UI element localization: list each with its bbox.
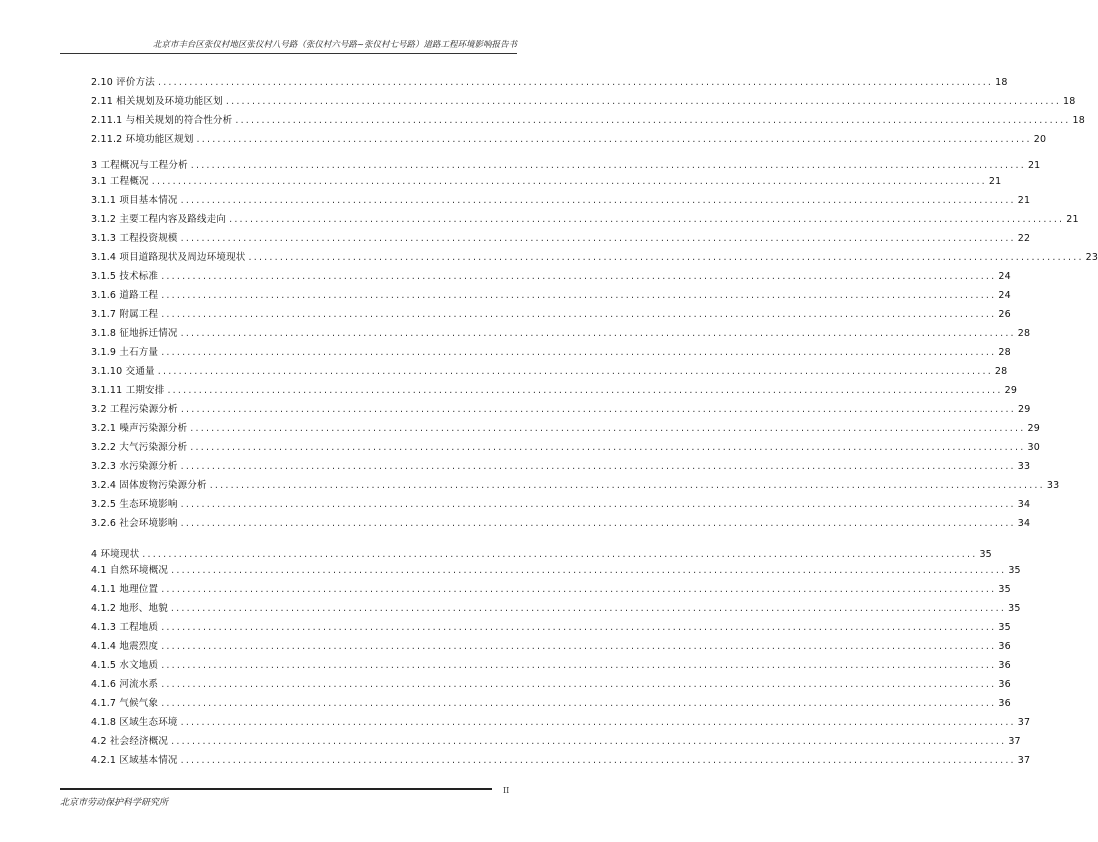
toc-entry-page: 37 bbox=[1017, 717, 1031, 728]
toc-dot-leader: ................................................................................................................................................................ bbox=[161, 622, 997, 633]
toc-dot-leader: ................................................................................................................................................................ bbox=[161, 347, 997, 358]
toc-entry-page: 24 bbox=[998, 290, 1011, 301]
toc-entry-title: 2.11.2 环境功能区规划 bbox=[91, 134, 194, 145]
toc-entry[interactable] bbox=[91, 111, 1086, 127]
toc-entry-title: 4.1.1 地理位置 bbox=[91, 584, 159, 595]
toc-entry-title: 3.1.5 技术标准 bbox=[91, 271, 159, 282]
toc-entry-page: 36 bbox=[998, 679, 1011, 690]
toc-dot-leader: ................................................................................................................................................................ bbox=[161, 309, 997, 320]
toc-entry-page: 33 bbox=[1017, 461, 1031, 472]
toc-entry[interactable] bbox=[91, 400, 1031, 416]
toc-entry-page: 24 bbox=[998, 271, 1011, 282]
toc-entry-page: 28 bbox=[1017, 328, 1031, 339]
toc-dot-leader: ................................................................................................................................................................ bbox=[180, 461, 1016, 472]
toc-entry-page: 22 bbox=[1017, 233, 1031, 244]
toc-entry[interactable] bbox=[91, 172, 1002, 188]
toc-entry-title: 4.2.1 区域基本情况 bbox=[91, 755, 178, 766]
toc-entry-page: 35 bbox=[1008, 565, 1021, 576]
toc-entry-title: 4.1.2 地形、地貌 bbox=[91, 603, 168, 614]
toc-entry[interactable] bbox=[91, 656, 1011, 672]
toc-entry[interactable] bbox=[91, 286, 1011, 302]
toc-entry[interactable] bbox=[91, 267, 1011, 283]
toc-dot-leader: ................................................................................................................................................................ bbox=[229, 214, 1065, 225]
toc-dot-leader: ................................................................................................................................................................ bbox=[161, 290, 997, 301]
toc-entry-page: 21 bbox=[1066, 214, 1079, 225]
toc-entry-page: 36 bbox=[998, 698, 1011, 709]
toc-entry-title: 4.1 自然环境概况 bbox=[91, 565, 169, 576]
toc-entry-page: 37 bbox=[1008, 736, 1021, 747]
toc-dot-leader: ................................................................................................................................................................ bbox=[180, 518, 1016, 529]
toc-entry[interactable] bbox=[91, 191, 1031, 207]
toc-entry-title: 3.1.6 道路工程 bbox=[91, 290, 159, 301]
toc-entry-title: 3.1.8 征地拆迁情况 bbox=[91, 328, 178, 339]
toc-entry[interactable] bbox=[91, 92, 1076, 108]
toc-entry-page: 35 bbox=[998, 584, 1011, 595]
toc-entry-page: 29 bbox=[1004, 385, 1018, 396]
toc-dot-leader: ................................................................................................................................................................ bbox=[209, 480, 1045, 491]
toc-dot-leader: ................................................................................................................................................................ bbox=[171, 736, 1007, 747]
toc-entry-title: 3.1.4 项目道路现状及周边环境现状 bbox=[91, 252, 246, 263]
toc-entry-page: 26 bbox=[998, 309, 1011, 320]
toc-entry-page: 18 bbox=[1063, 96, 1076, 107]
toc-entry-title: 4.2 社会经济概况 bbox=[91, 736, 169, 747]
toc-dot-leader: ................................................................................................................................................................ bbox=[157, 77, 994, 88]
toc-entry[interactable] bbox=[91, 156, 1041, 172]
toc-dot-leader: ................................................................................................................................................................ bbox=[225, 96, 1062, 107]
toc-entry-title: 4.1.7 气候气象 bbox=[91, 698, 159, 709]
toc-entry-title: 3.2 工程污染源分析 bbox=[91, 404, 178, 415]
toc-entry-page: 18 bbox=[995, 77, 1008, 88]
toc-entry-title: 3.2.6 社会环境影响 bbox=[91, 518, 178, 529]
toc-entry-page: 35 bbox=[998, 622, 1011, 633]
toc-entry-page: 28 bbox=[994, 366, 1008, 377]
toc-entry[interactable] bbox=[91, 229, 1031, 245]
toc-entry-page: 18 bbox=[1072, 115, 1086, 126]
footer-organization: 北京市劳动保护科学研究所 bbox=[60, 798, 169, 808]
toc-dot-leader: ................................................................................................................................................................ bbox=[161, 584, 997, 595]
toc-entry[interactable] bbox=[91, 248, 1098, 264]
toc-dot-leader: ................................................................................................................................................................ bbox=[161, 271, 997, 282]
toc-dot-leader: ................................................................................................................................................................ bbox=[180, 195, 1016, 206]
toc-entry-page: 37 bbox=[1017, 755, 1031, 766]
toc-entry[interactable] bbox=[91, 438, 1040, 454]
toc-entry-page: 36 bbox=[998, 641, 1011, 652]
toc-dot-leader: ................................................................................................................................................................ bbox=[196, 134, 1032, 145]
toc-entry-title: 3.2.2 大气污染源分析 bbox=[91, 442, 188, 453]
footer-divider bbox=[60, 788, 492, 790]
toc-entry-title: 3 工程概况与工程分析 bbox=[91, 160, 188, 171]
toc-entry[interactable] bbox=[91, 73, 1008, 89]
toc-dot-leader: ................................................................................................................................................................ bbox=[180, 717, 1016, 728]
toc-dot-leader: ................................................................................................................................................................ bbox=[180, 404, 1016, 415]
toc-dot-leader: ................................................................................................................................................................ bbox=[161, 641, 997, 652]
toc-entry-page: 33 bbox=[1046, 480, 1060, 491]
toc-dot-leader: ................................................................................................................................................................ bbox=[157, 366, 993, 377]
toc-entry-title: 3.1.1 项目基本情况 bbox=[91, 195, 178, 206]
toc-entry-page: 21 bbox=[1017, 195, 1031, 206]
toc-dot-leader: ................................................................................................................................................................ bbox=[248, 252, 1084, 263]
toc-entry[interactable] bbox=[91, 732, 1021, 748]
toc-entry-title: 4.1.6 河流水系 bbox=[91, 679, 159, 690]
toc-entry[interactable] bbox=[91, 495, 1031, 511]
toc-entry[interactable] bbox=[91, 751, 1031, 767]
toc-dot-leader: ................................................................................................................................................................ bbox=[180, 328, 1016, 339]
toc-entry-page: 34 bbox=[1017, 499, 1031, 510]
toc-dot-leader: ................................................................................................................................................................ bbox=[142, 549, 978, 560]
toc-entry-title: 2.10 评价方法 bbox=[91, 77, 155, 88]
toc-entry-page: 21 bbox=[1027, 160, 1041, 171]
toc-dot-leader: ................................................................................................................................................................ bbox=[170, 603, 1007, 614]
toc-entry-title: 3.2.3 水污染源分析 bbox=[91, 461, 178, 472]
toc-entry-title: 3.1.10 交通量 bbox=[91, 366, 155, 377]
toc-dot-leader: ................................................................................................................................................................ bbox=[180, 233, 1016, 244]
toc-entry-title: 4 环境现状 bbox=[91, 549, 140, 560]
toc-dot-leader: ................................................................................................................................................................ bbox=[151, 176, 987, 187]
toc-entry[interactable] bbox=[91, 599, 1021, 615]
toc-entry-title: 3.2.5 生态环境影响 bbox=[91, 499, 178, 510]
toc-entry-title: 3.1.7 附属工程 bbox=[91, 309, 159, 320]
toc-entry-title: 2.11 相关规划及环境功能区划 bbox=[91, 96, 223, 107]
toc-entry[interactable] bbox=[91, 130, 1047, 146]
toc-entry-page: 23 bbox=[1085, 252, 1098, 263]
toc-entry-title: 2.11.1 与相关规划的符合性分析 bbox=[91, 115, 233, 126]
toc-entry-title: 3.1.11 工期安排 bbox=[91, 385, 165, 396]
toc-entry[interactable] bbox=[91, 476, 1060, 492]
toc-dot-leader: ................................................................................................................................................................ bbox=[161, 660, 997, 671]
toc-entry[interactable] bbox=[91, 381, 1018, 397]
toc-entry-title: 4.1.4 地震烈度 bbox=[91, 641, 159, 652]
toc-entry[interactable] bbox=[91, 618, 1011, 634]
toc-entry[interactable] bbox=[91, 713, 1031, 729]
toc-dot-leader: ................................................................................................................................................................ bbox=[161, 698, 997, 709]
toc-dot-leader: ................................................................................................................................................................ bbox=[180, 499, 1016, 510]
toc-entry[interactable] bbox=[91, 305, 1011, 321]
toc-dot-leader: ................................................................................................................................................................ bbox=[190, 423, 1026, 434]
toc-entry[interactable] bbox=[91, 514, 1031, 530]
toc-entry-page: 36 bbox=[998, 660, 1011, 671]
header-divider bbox=[60, 53, 517, 54]
toc-entry[interactable] bbox=[91, 343, 1011, 359]
toc-entry[interactable] bbox=[91, 545, 992, 561]
toc-entry[interactable] bbox=[91, 675, 1011, 691]
toc-entry-page: 29 bbox=[1027, 423, 1040, 434]
toc-entry[interactable] bbox=[91, 637, 1011, 653]
toc-entry[interactable] bbox=[91, 694, 1011, 710]
toc-entry-title: 3.2.4 固体废物污染源分析 bbox=[91, 480, 207, 491]
page-number: II bbox=[503, 786, 510, 795]
toc-dot-leader: ................................................................................................................................................................ bbox=[180, 755, 1016, 766]
toc-dot-leader: ................................................................................................................................................................ bbox=[167, 385, 1003, 396]
toc-entry-title: 3.1.2 主要工程内容及路线走向 bbox=[91, 214, 227, 225]
toc-dot-leader: ................................................................................................................................................................ bbox=[171, 565, 1007, 576]
toc-entry[interactable] bbox=[91, 457, 1031, 473]
toc-entry[interactable] bbox=[91, 419, 1040, 435]
toc-dot-leader: ................................................................................................................................................................ bbox=[190, 442, 1026, 453]
toc-entry-page: 21 bbox=[988, 176, 1002, 187]
running-header: 北京市丰台区张仪村地区张仪村八号路（张仪村六号路~张仪村七号路）道路工程环境影响报告书 bbox=[152, 40, 517, 50]
toc-dot-leader: ................................................................................................................................................................ bbox=[190, 160, 1026, 171]
toc-entry-page: 35 bbox=[1008, 603, 1021, 614]
toc-entry[interactable] bbox=[91, 362, 1008, 378]
toc-entry-page: 20 bbox=[1033, 134, 1047, 145]
toc-entry-title: 3.2.1 噪声污染源分析 bbox=[91, 423, 188, 434]
toc-entry-page: 34 bbox=[1017, 518, 1031, 529]
toc-entry-title: 4.1.3 工程地质 bbox=[91, 622, 159, 633]
toc-entry[interactable] bbox=[91, 324, 1031, 340]
toc-entry[interactable] bbox=[91, 561, 1021, 577]
toc-entry-page: 29 bbox=[1018, 404, 1031, 415]
toc-dot-leader: ................................................................................................................................................................ bbox=[161, 679, 997, 690]
toc-entry-page: 28 bbox=[998, 347, 1011, 358]
toc-entry[interactable] bbox=[91, 580, 1011, 596]
toc-entry[interactable] bbox=[91, 210, 1079, 226]
toc-entry-title: 4.1.8 区域生态环境 bbox=[91, 717, 178, 728]
toc-entry-page: 35 bbox=[979, 549, 992, 560]
toc-dot-leader: ................................................................................................................................................................ bbox=[235, 115, 1071, 126]
toc-entry-title: 3.1.9 土石方量 bbox=[91, 347, 159, 358]
toc-entry-title: 3.1.3 工程投资规模 bbox=[91, 233, 178, 244]
toc-entry-title: 4.1.5 水文地质 bbox=[91, 660, 159, 671]
toc-entry-title: 3.1 工程概况 bbox=[91, 176, 149, 187]
toc-entry-page: 30 bbox=[1027, 442, 1040, 453]
